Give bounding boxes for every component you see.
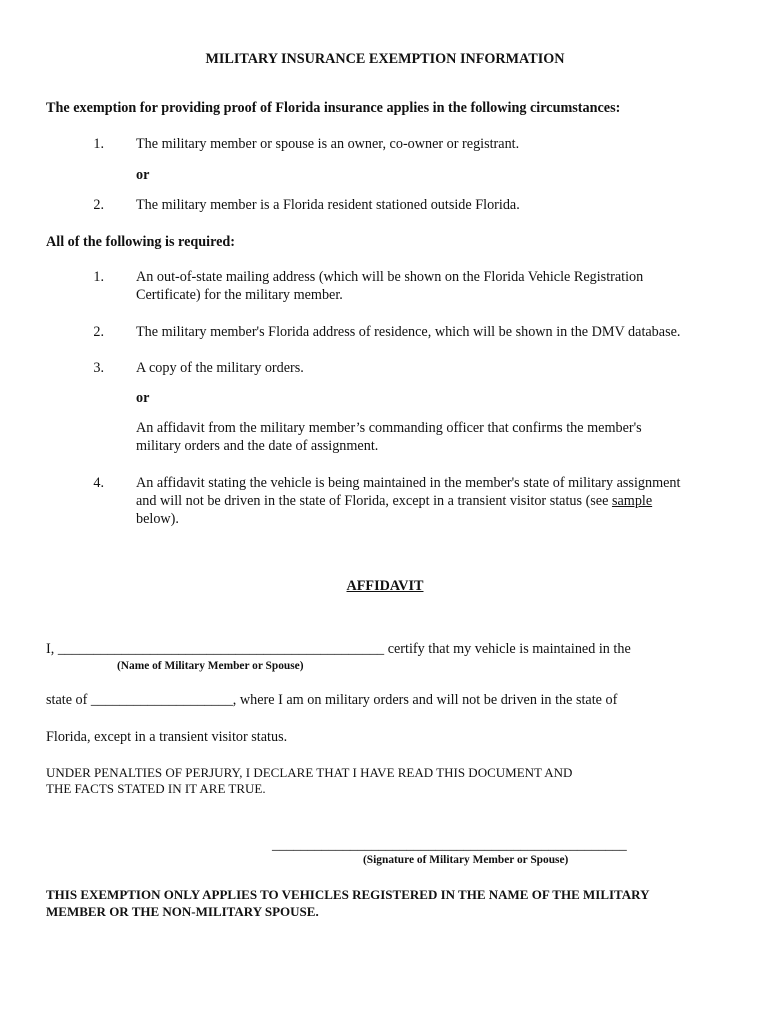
requirement-text xyxy=(136,492,652,510)
requirement-text: Certificate) for the military member. xyxy=(136,287,343,303)
requirement-number: 1. xyxy=(93,269,104,285)
name-blank-field: ______________________________________________ xyxy=(57,641,385,657)
affidavit-name-line xyxy=(46,640,631,658)
requirement-number: 2. xyxy=(93,324,104,340)
or-label: or xyxy=(136,167,150,183)
affidavit-certify-text: certify that my vehicle is maintained in the xyxy=(387,641,631,657)
requirement-number: 4. xyxy=(93,475,104,491)
affidavit-state-line: state of ____________________, where I am on military orders and will not be driven in the state of xyxy=(46,692,618,708)
signature-line: __________________________________________________ xyxy=(272,837,627,853)
affidavit-florida-line: Florida, except in a transient visitor status. xyxy=(46,729,288,745)
circumstance-text: The military member or spouse is an owner, co-owner or registrant. xyxy=(136,136,520,152)
circumstance-number: 2. xyxy=(93,197,104,213)
exemption-notice: MEMBER OR THE NON-MILITARY SPOUSE. xyxy=(46,904,319,919)
requirement-text: A copy of the military orders. xyxy=(136,360,304,376)
requirement-text: An out-of-state mailing address (which will be shown on the Florida Vehicle Registration xyxy=(136,269,644,285)
requirement-number: 3. xyxy=(93,360,104,376)
document-title: MILITARY INSURANCE EXEMPTION INFORMATION xyxy=(205,51,565,67)
intro-heading: The exemption for providing proof of Florida insurance applies in the following circumstances: xyxy=(46,100,621,116)
affidavit-heading-text: AFFIDAVIT xyxy=(346,578,424,594)
circumstance-number: 1. xyxy=(93,136,104,152)
requirement-text: An affidavit stating the vehicle is being maintained in the member's state of military assignment xyxy=(136,475,681,491)
requirement-text: below). xyxy=(136,511,179,527)
requirement-text: The military member's Florida address of residence, which will be shown in the DMV database. xyxy=(136,324,681,340)
circumstance-text: The military member is a Florida resident stationed outside Florida. xyxy=(136,197,520,213)
required-heading: All of the following is required: xyxy=(46,234,236,250)
requirement-text-part: and will not be driven in the state of Florida, except in a transient visitor status (see xyxy=(136,493,612,509)
perjury-statement: UNDER PENALTIES OF PERJURY, I DECLARE THAT I HAVE READ THIS DOCUMENT AND xyxy=(46,765,573,780)
affidavit-heading xyxy=(0,577,770,595)
sample-link: sample xyxy=(611,493,653,509)
or-label: or xyxy=(136,390,150,406)
exemption-notice: THIS EXEMPTION ONLY APPLIES TO VEHICLES REGISTERED IN THE NAME OF THE MILITARY xyxy=(46,887,650,902)
requirement-alt-text: military orders and the date of assignment. xyxy=(136,438,379,454)
name-caption: (Name of Military Member or Spouse) xyxy=(117,660,304,672)
perjury-statement: THE FACTS STATED IN IT ARE TRUE. xyxy=(46,781,266,796)
requirement-alt-text: An affidavit from the military member’s commanding officer that confirms the member's xyxy=(136,420,642,436)
affidavit-prefix: I, xyxy=(46,641,55,657)
signature-caption: (Signature of Military Member or Spouse) xyxy=(363,854,569,866)
